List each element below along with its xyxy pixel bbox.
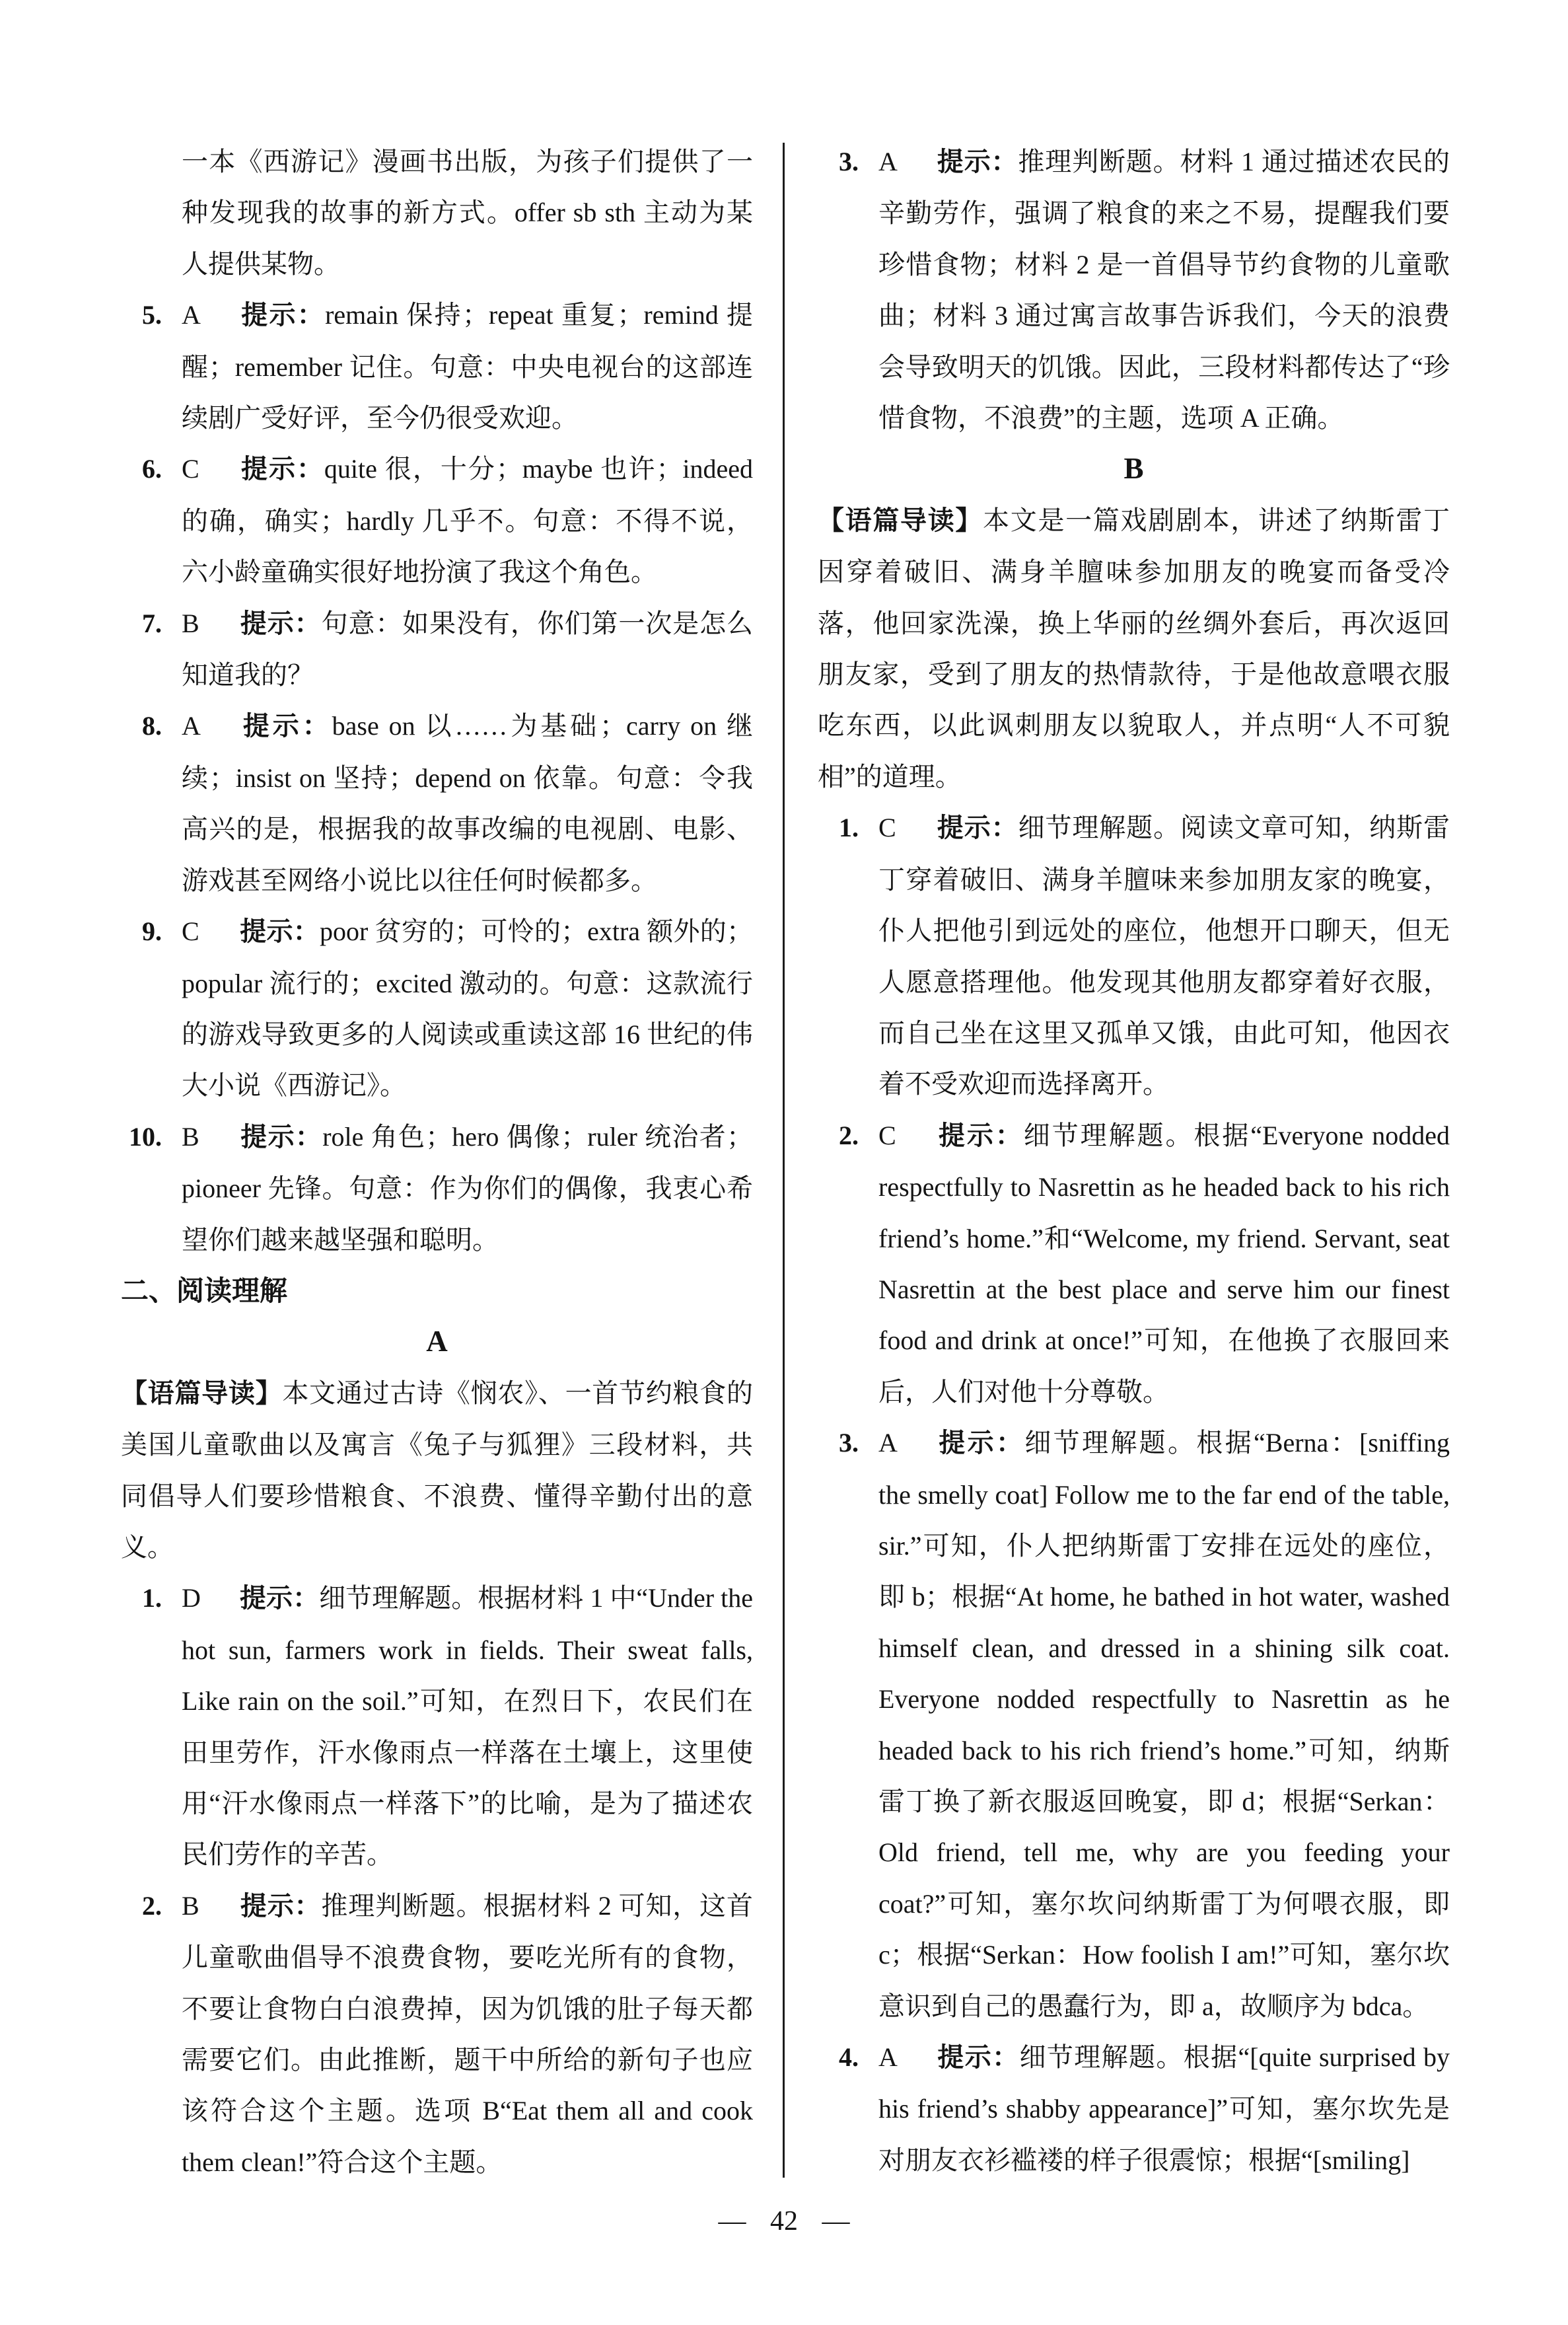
answer-item bbox=[121, 1111, 753, 1265]
answer-letter: A bbox=[878, 147, 898, 176]
guide-label: 【语篇导读】 bbox=[818, 505, 983, 535]
hint-text: 句意：如果没有，你们第一次是怎么知道我的？ bbox=[182, 608, 754, 690]
item-number: 6. bbox=[142, 454, 162, 484]
hint-text: 推理判断题。材料 1 通过描述农民的辛勤劳作，强调了粮食的来之不易，提醒我们要珍惜食物；材料 2 是一首倡导节约食物的儿童歌曲；材料 3 通过寓言故事告诉我们，今天的浪费会导致明天的饥饿。因此，三段材料都传达了“珍惜食物，不浪费”的主题，选项 A 正确。 bbox=[878, 147, 1450, 433]
answer-letter: C bbox=[182, 916, 199, 947]
section-heading: 二、阅读理解 bbox=[121, 1274, 288, 1306]
answer-item bbox=[121, 598, 753, 701]
hint-label: 提示： bbox=[240, 1584, 320, 1613]
answer-letter: A bbox=[182, 711, 201, 741]
guide-label: 【语篇导读】 bbox=[121, 1378, 283, 1408]
hint-label: 提示： bbox=[937, 1121, 1024, 1150]
passage-guide bbox=[818, 495, 1450, 802]
item-number: 9. bbox=[142, 916, 162, 947]
hint-label: 提示： bbox=[937, 813, 1018, 843]
item-number: 3. bbox=[839, 1428, 859, 1458]
hint-text: base on 以……为基础；carry on 继续；insist on 坚持；depend on 依靠。句意：令我高兴的是，根据我的故事改编的电视剧、电影、游戏甚至网络小说比以往任何时候都多。 bbox=[182, 711, 753, 895]
answer-letter: B bbox=[182, 1890, 199, 1921]
item-number: 10. bbox=[129, 1121, 162, 1152]
answer-item bbox=[818, 136, 1450, 443]
guide-text: 本文是一篇戏剧剧本，讲述了纳斯雷丁因穿着破旧、满身羊膻味参加朋友的晚宴而备受冷落，他回家洗澡，换上华丽的丝绸外套后，再次返回朋友家，受到了朋友的热情款待，于是他故意喂衣服吃东西，以此讽刺朋友以貌取人，并点明“人不可貌相”的道理。 bbox=[818, 505, 1450, 792]
hint-text: 细节理解题。根据“Berna：[sniffing the smelly coat] Follow me to the far end of the table, sir.”可知，仆人把纳斯雷丁安排在远处的座位，即 b；根据“At home, he bathed in hot water, washed himself clean, and dressed in a shining silk coat. Everyone nodded respectfully to Nasrettin as he headed back to his rich friend’s home.”可知，纳斯雷丁换了新衣服返回晚宴，即 d；根据“Serkan：Old friend, tell me, why are you feeding your coat?”可知，塞尔坎问纳斯雷丁为何喂衣服，即 c；根据“Serkan：How foolish I am!”可知，塞尔坎意识到自己的愚蠢行为，即 a，故顺序为 bdca。 bbox=[878, 1428, 1450, 2021]
item-number: 1. bbox=[839, 813, 859, 843]
hint-label: 提示： bbox=[240, 1122, 323, 1152]
item-number: 1. bbox=[142, 1583, 162, 1613]
column-divider bbox=[783, 143, 785, 2178]
hint-label: 提示： bbox=[937, 147, 1018, 176]
item-number: 5. bbox=[142, 300, 162, 330]
hint-label: 提示： bbox=[937, 1428, 1025, 1458]
answer-item bbox=[818, 1110, 1450, 1417]
passage-letter: B bbox=[1123, 452, 1144, 486]
guide-text: 本文通过古诗《悯农》、一首节约粮食的美国儿童歌曲以及寓言《兔子与狐狸》三段材料，共同倡导人们要珍惜粮食、不浪费、懂得辛勤付出的意义。 bbox=[121, 1378, 754, 1562]
passage-letter: A bbox=[426, 1325, 448, 1358]
answer-item bbox=[818, 2032, 1450, 2186]
answer-letter: B bbox=[182, 1121, 199, 1152]
answer-item bbox=[121, 443, 753, 597]
hint-label: 提示： bbox=[240, 609, 322, 638]
hint-text: poor 贫穷的；可怜的；extra 额外的；popular 流行的；excited 激动的。句意：这款流行的游戏导致更多的人阅读或重读这部 16 世纪的伟大小说《西游记》。 bbox=[182, 916, 753, 1101]
hint-label: 提示： bbox=[240, 455, 324, 484]
hint-text: 细节理解题。根据“Everyone nodded respectfully to Nasrettin as he headed back to his rich friend’s home.”和“Welcome, my friend. Servant, seat Nasrettin at the best place and serve him our finest food and drink at once!”可知，在他换了衣服回来后，人们对他十分尊敬。 bbox=[878, 1120, 1450, 1407]
answer-item bbox=[818, 1417, 1450, 2032]
hint-label: 提示： bbox=[240, 301, 326, 330]
page-number: — 42 — bbox=[718, 2206, 850, 2236]
hint-text: quite 很，十分；maybe 也许；indeed 的确，确实；hardly 几乎不。句意：不得不说，六小龄童确实很好地扮演了我这个角色。 bbox=[182, 454, 753, 587]
hint-text: 细节理解题。根据材料 1 中“Under the hot sun, farmers work in fields. Their sweat falls, Like rain on the soil.”可知，在烈日下，农民们在田里劳作，汗水像雨点一样落在土壤上，这里使用“汗水像雨点一样落下”的比喻，是为了描述农民们劳作的辛苦。 bbox=[182, 1583, 753, 1870]
hint-text: 细节理解题。阅读文章可知，纳斯雷丁穿着破旧、满身羊膻味来参加朋友家的晚宴，仆人把他引到远处的座位，他想开口聊天，但无人愿意搭理他。他发现其他朋友都穿着好衣服，而自己坐在这里又孤单又饿，由此可知，他因衣着不受欢迎而选择离开。 bbox=[878, 813, 1450, 1099]
item-number: 2. bbox=[839, 1120, 859, 1150]
answer-letter: C bbox=[182, 454, 199, 484]
answer-letter: A bbox=[878, 2042, 898, 2073]
hint-text: 细节理解题。根据“[quite surprised by his friend’s shabby appearance]”可知，塞尔坎先是对朋友衣衫褴褛的样子很震惊；根据“[smiling] bbox=[878, 2042, 1450, 2175]
hint-text: role 角色；hero 偶像；ruler 统治者；pioneer 先锋。句意：作为你们的偶像，我衷心希望你们越来越坚强和聪明。 bbox=[182, 1121, 754, 1255]
hint-label: 提示： bbox=[937, 2043, 1020, 2073]
answer-letter: A bbox=[878, 1428, 898, 1458]
item-number: 2. bbox=[142, 1890, 162, 1921]
answer-item bbox=[818, 802, 1450, 1109]
item-number: 3. bbox=[839, 147, 859, 176]
hint-label: 提示： bbox=[240, 917, 320, 947]
answer-item bbox=[121, 1880, 753, 2188]
left-column bbox=[121, 136, 753, 2188]
answer-letter: D bbox=[182, 1583, 201, 1613]
answer-letter: A bbox=[182, 300, 201, 330]
passage-guide bbox=[121, 1368, 753, 1573]
item-number: 7. bbox=[142, 608, 162, 638]
hint-text: remain 保持；repeat 重复；remind 提醒；remember 记住。句意：中央电视台的这部连续剧广受好评，至今仍很受欢迎。 bbox=[182, 300, 753, 433]
hint-label: 提示： bbox=[240, 1891, 322, 1921]
item-number: 8. bbox=[142, 711, 162, 741]
answer-item bbox=[121, 700, 753, 906]
continuation-paragraph: 一本《西游记》漫画书出版，为孩子们提供了一种发现我的故事的新方式。offer sb sth 主动为某人提供某物。 bbox=[182, 147, 753, 279]
answer-letter: B bbox=[182, 608, 199, 638]
hint-label: 提示： bbox=[240, 712, 332, 741]
answer-item bbox=[121, 289, 753, 443]
item-number: 4. bbox=[839, 2042, 859, 2073]
hint-text: 推理判断题。根据材料 2 可知，这首儿童歌曲倡导不浪费食物，要吃光所有的食物，不要让食物白白浪费掉，因为饥饿的肚子每天都需要它们。由此推断，题干中所给的新句子也应该符合这个主题。选项 B“Eat them all and cook them clean!”符合这个主题。 bbox=[182, 1890, 754, 2177]
answer-item bbox=[121, 906, 753, 1111]
answer-letter: C bbox=[878, 1120, 896, 1150]
answer-letter: C bbox=[878, 813, 896, 843]
right-column bbox=[818, 136, 1450, 2186]
answer-item bbox=[121, 1572, 753, 1880]
